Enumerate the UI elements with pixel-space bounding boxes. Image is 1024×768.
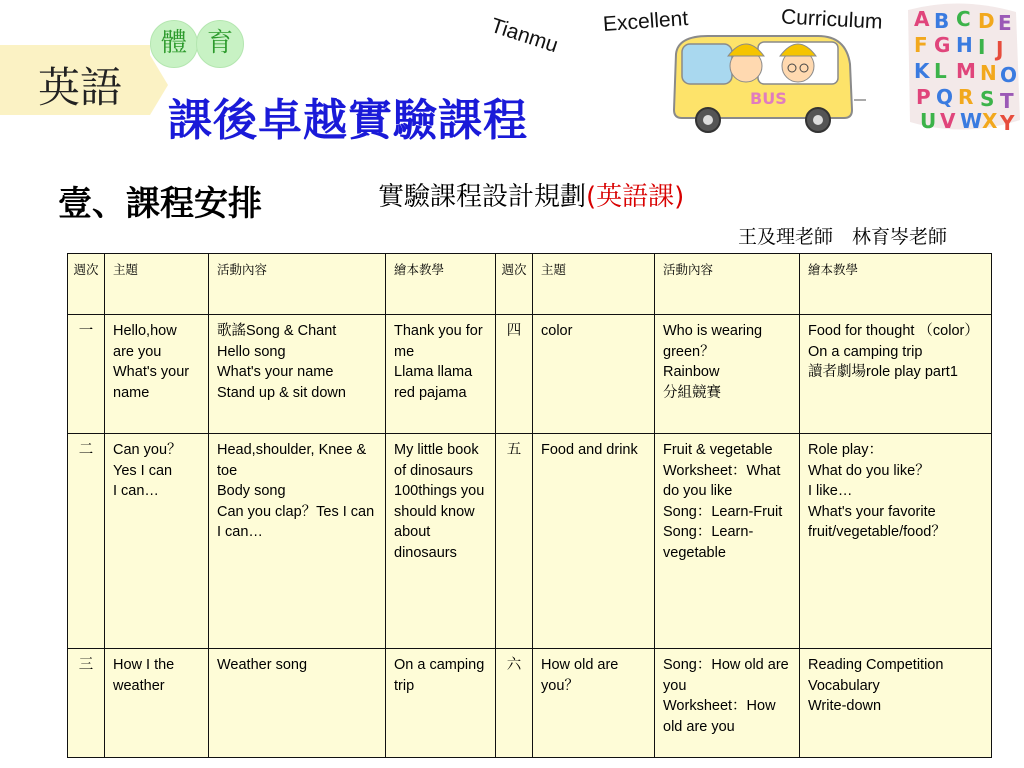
cell-picturebook-right [800, 315, 992, 434]
letter-b: B [934, 9, 950, 33]
tagline-tianmu: Tianmu [487, 14, 561, 58]
cell-line: Hello song [217, 343, 286, 360]
cell-picturebook-left [386, 649, 496, 758]
cell-week-left: 二 [68, 434, 105, 649]
subject-tab-label: 英語 [38, 63, 123, 112]
page-title: 課後卓越實驗課程 [168, 95, 528, 146]
letter-k: K [914, 59, 930, 83]
table-row [68, 434, 992, 649]
cell-line: I can… [113, 483, 159, 499]
cell-line: Yes I can [113, 462, 173, 479]
letter-l: L [934, 59, 947, 83]
section-title: 壹、課程安排 [58, 184, 262, 224]
cell-line: Rainbow [663, 364, 720, 380]
cell-theme-left [105, 649, 209, 758]
cell-week-right: 五 [496, 434, 533, 649]
cell-theme-right [533, 649, 655, 758]
teacher-names: 王及理老師 林育岑老師 [738, 226, 948, 248]
letter-q: Q [936, 85, 954, 109]
cell-week-left: 三 [68, 649, 105, 758]
curriculum-table [67, 253, 992, 758]
letter-a: A [914, 7, 930, 31]
cell-week-right: 六 [496, 649, 533, 758]
header-theme-left: 主題 [105, 254, 209, 315]
table-row [68, 315, 992, 434]
cell-activity-right [655, 315, 800, 434]
cell-line: What's your name [113, 364, 190, 401]
bus-label: BUS [750, 89, 787, 108]
cell-line: What's your favorite fruit/vegetable/food？ [808, 503, 946, 540]
cell-line: Worksheet：What do you like [663, 462, 781, 499]
cell-line: Song：Learn-Fruit [663, 503, 783, 520]
cell-line: I like… [808, 483, 853, 499]
cell-line: Thank you for me [394, 323, 483, 360]
cell-activity-right [655, 434, 800, 649]
header-activity-right: 活動內容 [655, 254, 800, 315]
cell-line: Hello,how are you [113, 323, 177, 360]
letter-e: E [998, 11, 1012, 35]
letter-h: H [956, 33, 973, 57]
cell-line: On a camping trip [808, 343, 923, 360]
cell-activity-right [655, 649, 800, 758]
letter-f: F [914, 33, 928, 57]
cell-line: Food for thought （color） [808, 323, 979, 339]
letter-d: D [978, 9, 995, 33]
tagline-curriculum: Curriculum [780, 5, 884, 34]
subtitle-main: 實驗課程設計規劃 [378, 182, 587, 212]
header-picturebook-left: 繪本教學 [386, 254, 496, 315]
header-activity-left: 活動內容 [209, 254, 386, 315]
school-bus-illustration [668, 24, 868, 136]
cell-line: Head,shoulder, Knee & toe [217, 442, 367, 479]
letter-j: J [996, 37, 1004, 61]
cell-line: 讀者劇場role play part1 [808, 364, 958, 380]
cell-line: My little book of dinosaurs [394, 442, 479, 479]
letter-c: C [956, 7, 971, 31]
pe-circle-1: 體 [150, 20, 198, 68]
cell-line: Food and drink [541, 442, 638, 458]
letter-p: P [916, 85, 931, 109]
header-week-right: 週次 [496, 254, 533, 315]
cell-week-left: 一 [68, 315, 105, 434]
cell-theme-right [533, 434, 655, 649]
table-subtitle [378, 176, 684, 213]
cell-line: Fruit & vegetable [663, 442, 773, 458]
cell-picturebook-left [386, 315, 496, 434]
letter-o: O [1000, 63, 1018, 87]
letter-y: Y [1000, 111, 1015, 135]
tagline-excellent: Excellent [602, 7, 689, 36]
cell-activity-left [209, 434, 386, 649]
letter-n: N [980, 61, 997, 85]
letter-w: W [960, 109, 983, 133]
table-row [68, 649, 992, 758]
cell-line: Vocabulary [808, 677, 880, 694]
cell-line: How I the weather [113, 657, 175, 694]
cell-line: Reading Competition [808, 657, 944, 673]
cell-picturebook-left [386, 434, 496, 649]
cell-line: What's your name [217, 364, 334, 380]
cell-activity-left [209, 649, 386, 758]
cell-line: 100things you should know about dinosaurs [394, 483, 485, 561]
table-body [68, 315, 992, 758]
cell-line: Worksheet：How old are you [663, 698, 776, 735]
header-week-left: 週次 [68, 254, 105, 315]
letter-m: M [956, 59, 976, 83]
letter-u: U [920, 109, 937, 133]
pe-circle-2: 育 [196, 20, 244, 68]
cell-line: Can you clap？Tes I can [217, 503, 375, 520]
cell-line: Write-down [808, 698, 882, 714]
cell-line: How old are you？ [541, 657, 619, 694]
letter-r: R [958, 85, 974, 109]
cell-line: Llama llama red pajama [394, 364, 473, 401]
letter-t: T [1000, 89, 1014, 113]
cell-line: I can… [217, 524, 263, 540]
letter-i: I [978, 35, 986, 59]
header-theme-right: 主題 [533, 254, 655, 315]
cell-line: What do you like？ [808, 462, 930, 479]
cell-line: Stand up & sit down [217, 384, 346, 401]
cell-line: Can you？ [113, 442, 182, 458]
letter-g: G [934, 33, 951, 57]
cell-line: color [541, 323, 573, 339]
letter-s: S [980, 87, 995, 111]
cell-theme-left [105, 434, 209, 649]
cell-line: Song：How old are you [663, 657, 789, 694]
cell-theme-right [533, 315, 655, 434]
cell-line: 分組競賽 [663, 384, 721, 401]
cell-line: Body song [217, 483, 286, 499]
cell-line: Role play： [808, 442, 883, 458]
cell-line: On a camping trip [394, 657, 485, 694]
cell-picturebook-right [800, 434, 992, 649]
cell-picturebook-right [800, 649, 992, 758]
cell-line: Song：Learn-vegetable [663, 524, 754, 561]
cell-theme-left [105, 315, 209, 434]
cell-line: 歌謠Song & Chant [217, 323, 337, 339]
letter-v: V [940, 109, 956, 133]
cell-week-right: 四 [496, 315, 533, 434]
subject-tab [0, 45, 150, 115]
subtitle-note: (英語課) [586, 182, 685, 212]
table-header-row [68, 254, 992, 315]
cell-activity-left [209, 315, 386, 434]
header-picturebook-right: 繪本教學 [800, 254, 992, 315]
cell-line: Weather song [217, 657, 308, 673]
letter-x: X [982, 109, 998, 133]
cell-line: Who is wearing green？ [663, 323, 763, 360]
alphabet-letters-illustration [900, 0, 1024, 140]
